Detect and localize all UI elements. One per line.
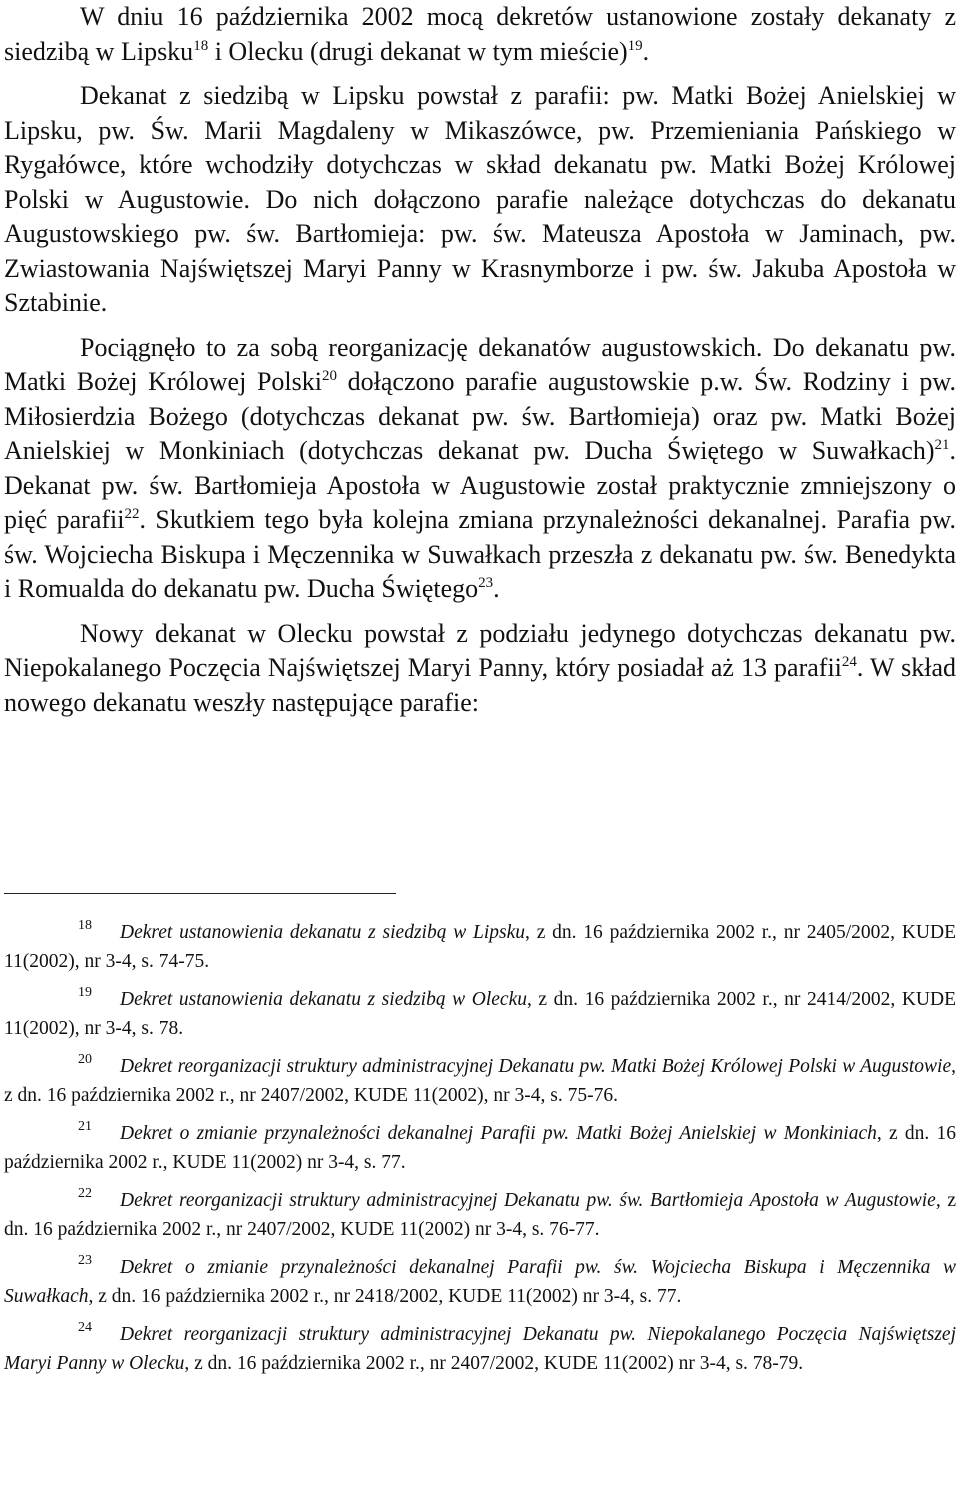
paragraph: W dniu 16 października 2002 mocą dekretów ustanowione zostały dekanaty z siedzibą w Lipsku$^{18}$ i Olecku (drugi dekanat w tym mieście)$^{19}$. bbox=[4, 2, 956, 66]
footnote-ref: 23 bbox=[478, 575, 494, 591]
footnote-ref: 24 bbox=[841, 654, 857, 670]
footnote-number: 20 bbox=[78, 1052, 92, 1067]
footnote-ref: 21 bbox=[934, 437, 950, 453]
footnote: $^{23}$ Dekret o zmianie przynależności dekanalnej Parafii pw. św. Wojciecha Biskupa i Męczennika w Suwałkach, z dn. 16 października 2002 r., nr 2418/2002, KUDE 11(2002) nr 3-4, s. 77. bbox=[4, 1253, 956, 1307]
body-text bbox=[4, 0, 956, 720]
paragraph: Pociągnęło to za sobą reorganizację dekanatów augustowskich. Do dekanatu pw. Matki Bożej Królowej Polski$^{20}$ dołączono parafie augustowskie p.w. Św. Rodziny i pw. Miłosierdzia Bożego (dotychczas dekanat pw. św. Bartłomieja) oraz pw. Matki Bożej Anielskiej w Monkiniach (dotychczas dekanat pw. Ducha Świętego w Suwałkach)$^{21}$. Dekanat pw. św. Bartłomieja Apostoła w Augustowie został praktycznie zmniejszony o pięć parafii$^{22}$. Skutkiem tego była kolejna zmiana przynależności dekanalnej. Parafia pw. św. Wojciecha Biskupa i Męczennika w Suwałkach przeszła z dekanatu pw. św. Benedykta i Romualda do dekanatu pw. Ducha Świętego$^{23}$. bbox=[4, 332, 956, 603]
footnote-ref: 20 bbox=[322, 368, 337, 384]
footnote-number: 18 bbox=[78, 918, 92, 933]
footnote-number: 24 bbox=[78, 1320, 92, 1335]
footnote: $^{20}$ Dekret reorganizacji struktury administracyjnej Dekanatu pw. Matki Bożej Królowej Polski w Augustowie, z dn. 16 października 2002 r., nr 2407/2002, KUDE 11(2002), nr 3-4, s. 75-76. bbox=[4, 1052, 956, 1106]
paragraph: Nowy dekanat w Olecku powstał z podziału jedynego dotychczas dekanatu pw. Niepokalanego Poczęcia Najświętszej Maryi Panny, który posiadał aż 13 parafii$^{24}$. W skład nowego dekanatu weszły następujące parafie: bbox=[4, 618, 956, 717]
footnote-ref: 18 bbox=[193, 37, 209, 54]
footnote-ref: 19 bbox=[627, 37, 643, 54]
footnotes bbox=[4, 918, 956, 1387]
footnote: $^{22}$ Dekret reorganizacji struktury administracyjnej Dekanatu pw. św. Bartłomieja Apostoła w Augustowie, z dn. 16 października 2002 r., nr 2407/2002, KUDE 11(2002) nr 3-4, s. 76-77. bbox=[4, 1186, 956, 1240]
footnote: $^{18}$ Dekret ustanowienia dekanatu z siedzibą w Lipsku, z dn. 16 października 2002 r., nr 2405/2002, KUDE 11(2002), nr 3-4, s. 74-75. bbox=[4, 918, 956, 972]
footnote: $^{19}$ Dekret ustanowienia dekanatu z siedzibą w Olecku, z dn. 16 października 2002 r., nr 2414/2002, KUDE 11(2002), nr 3-4, s. 78. bbox=[4, 985, 957, 1039]
footnote-separator bbox=[4, 893, 396, 894]
footnote-number: 23 bbox=[78, 1253, 92, 1268]
footnote-number: 19 bbox=[78, 985, 92, 1000]
footnote-number: 22 bbox=[78, 1186, 92, 1201]
footnote: $^{24}$ Dekret reorganizacji struktury administracyjnej Dekanatu pw. Niepokalanego Poczęcia Najświętszej Maryi Panny w Olecku, z dn. 16 października 2002 r., nr 2407/2002, KUDE 11(2002) nr 3-4, s. 78-79. bbox=[4, 1320, 956, 1374]
footnote: $^{21}$ Dekret o zmianie przynależności dekanalnej Parafii pw. Matki Bożej Anielskiej w Monkiniach, z dn. 16 października 2002 r., KUDE 11(2002) nr 3-4, s. 77. bbox=[4, 1119, 957, 1173]
paragraph: Dekanat z siedzibą w Lipsku powstał z parafii: pw. Matki Bożej Anielskiej w Lipsku, pw. Św. Marii Magdaleny w Mikaszówce, pw. Przemieniania Pańskiego w Rygałówce, które wchodziły dotychczas w skład dekanatu pw. Matki Bożej Królowej Polski w Augustowie. Do nich dołączono parafie należące dotychczas do dekanatu Augustowskiego pw. św. Bartłomieja: pw. św. Mateusza Apostoła w Jaminach, pw. Zwiastowania Najświętszej Maryi Panny w Krasnymborze i pw. św. Jakuba Apostoła w Sztabinie. bbox=[4, 81, 956, 317]
footnote-number: 21 bbox=[78, 1119, 92, 1134]
footnote-ref: 22 bbox=[124, 506, 140, 522]
